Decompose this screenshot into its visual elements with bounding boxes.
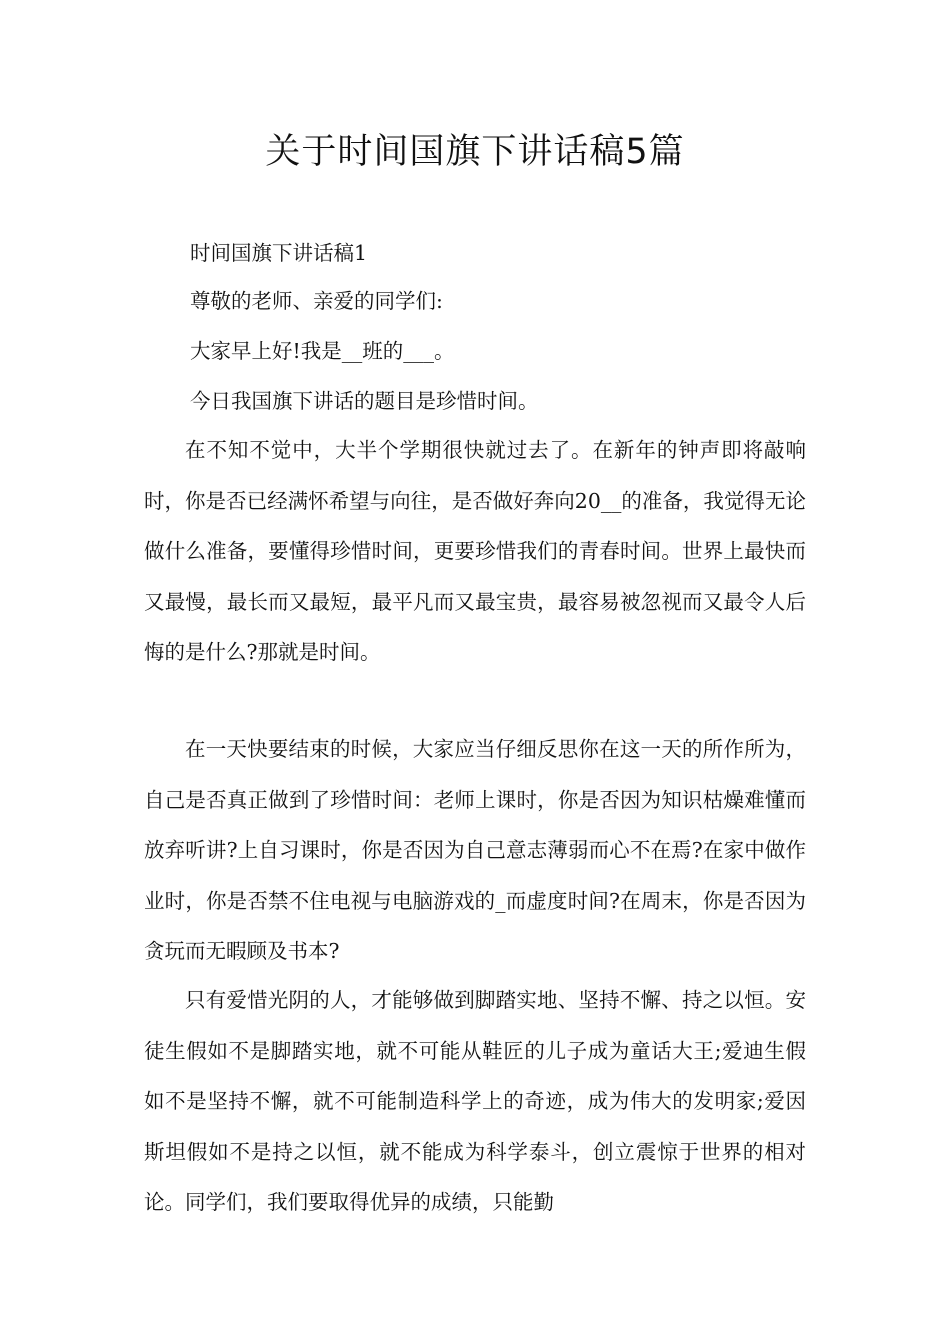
paragraph-1: 在不知不觉中，大半个学期很快就过去了。在新年的钟声即将敲响时，你是否已经满怀希望与向往，是否做好奔向20__的准备，我觉得无论做什么准备，要懂得珍惜时间，更要珍惜我们的青春时间。世界上最快而又最慢，最长而又最短，最平凡而又最宝贵，最容易被忽视而又最令人后悔的是什么?那就是时间。: [144, 438, 806, 664]
document-title: 关于时间国旗下讲话稿5篇: [265, 132, 685, 172]
paragraph-3: 只有爱惜光阴的人，才能够做到脚踏实地、坚持不懈、持之以恒。安徒生假如不是脚踏实地，就不可能从鞋匠的儿子成为童话大王;爱迪生假如不是坚持不懈，就不可能制造科学上的奇迹，成为伟大的发明家;爱因斯坦假如不是持之以恒，就不能成为科学泰斗，创立震惊于世界的相对论。同学们，我们要取得优异的成绩，只能勤: [144, 988, 806, 1214]
greeting-line: 大家早上好!我是__班的___。: [190, 339, 455, 363]
section-heading: 时间国旗下讲话稿1: [190, 241, 368, 265]
topic-line: 今日我国旗下讲话的题目是珍惜时间。: [190, 389, 539, 413]
salutation: 尊敬的老师、亲爱的同学们:: [190, 289, 443, 313]
paragraph-2: 在一天快要结束的时候，大家应当仔细反思你在这一天的所作所为，自己是否真正做到了珍惜时间：老师上课时，你是否因为知识枯燥难懂而放弃听讲?上自习课时，你是否因为自己意志薄弱而心不在焉?在家中做作业时，你是否禁不住电视与电脑游戏的_而虚度时间?在周末，你是否因为贪玩而无暇顾及书本?: [144, 737, 806, 963]
